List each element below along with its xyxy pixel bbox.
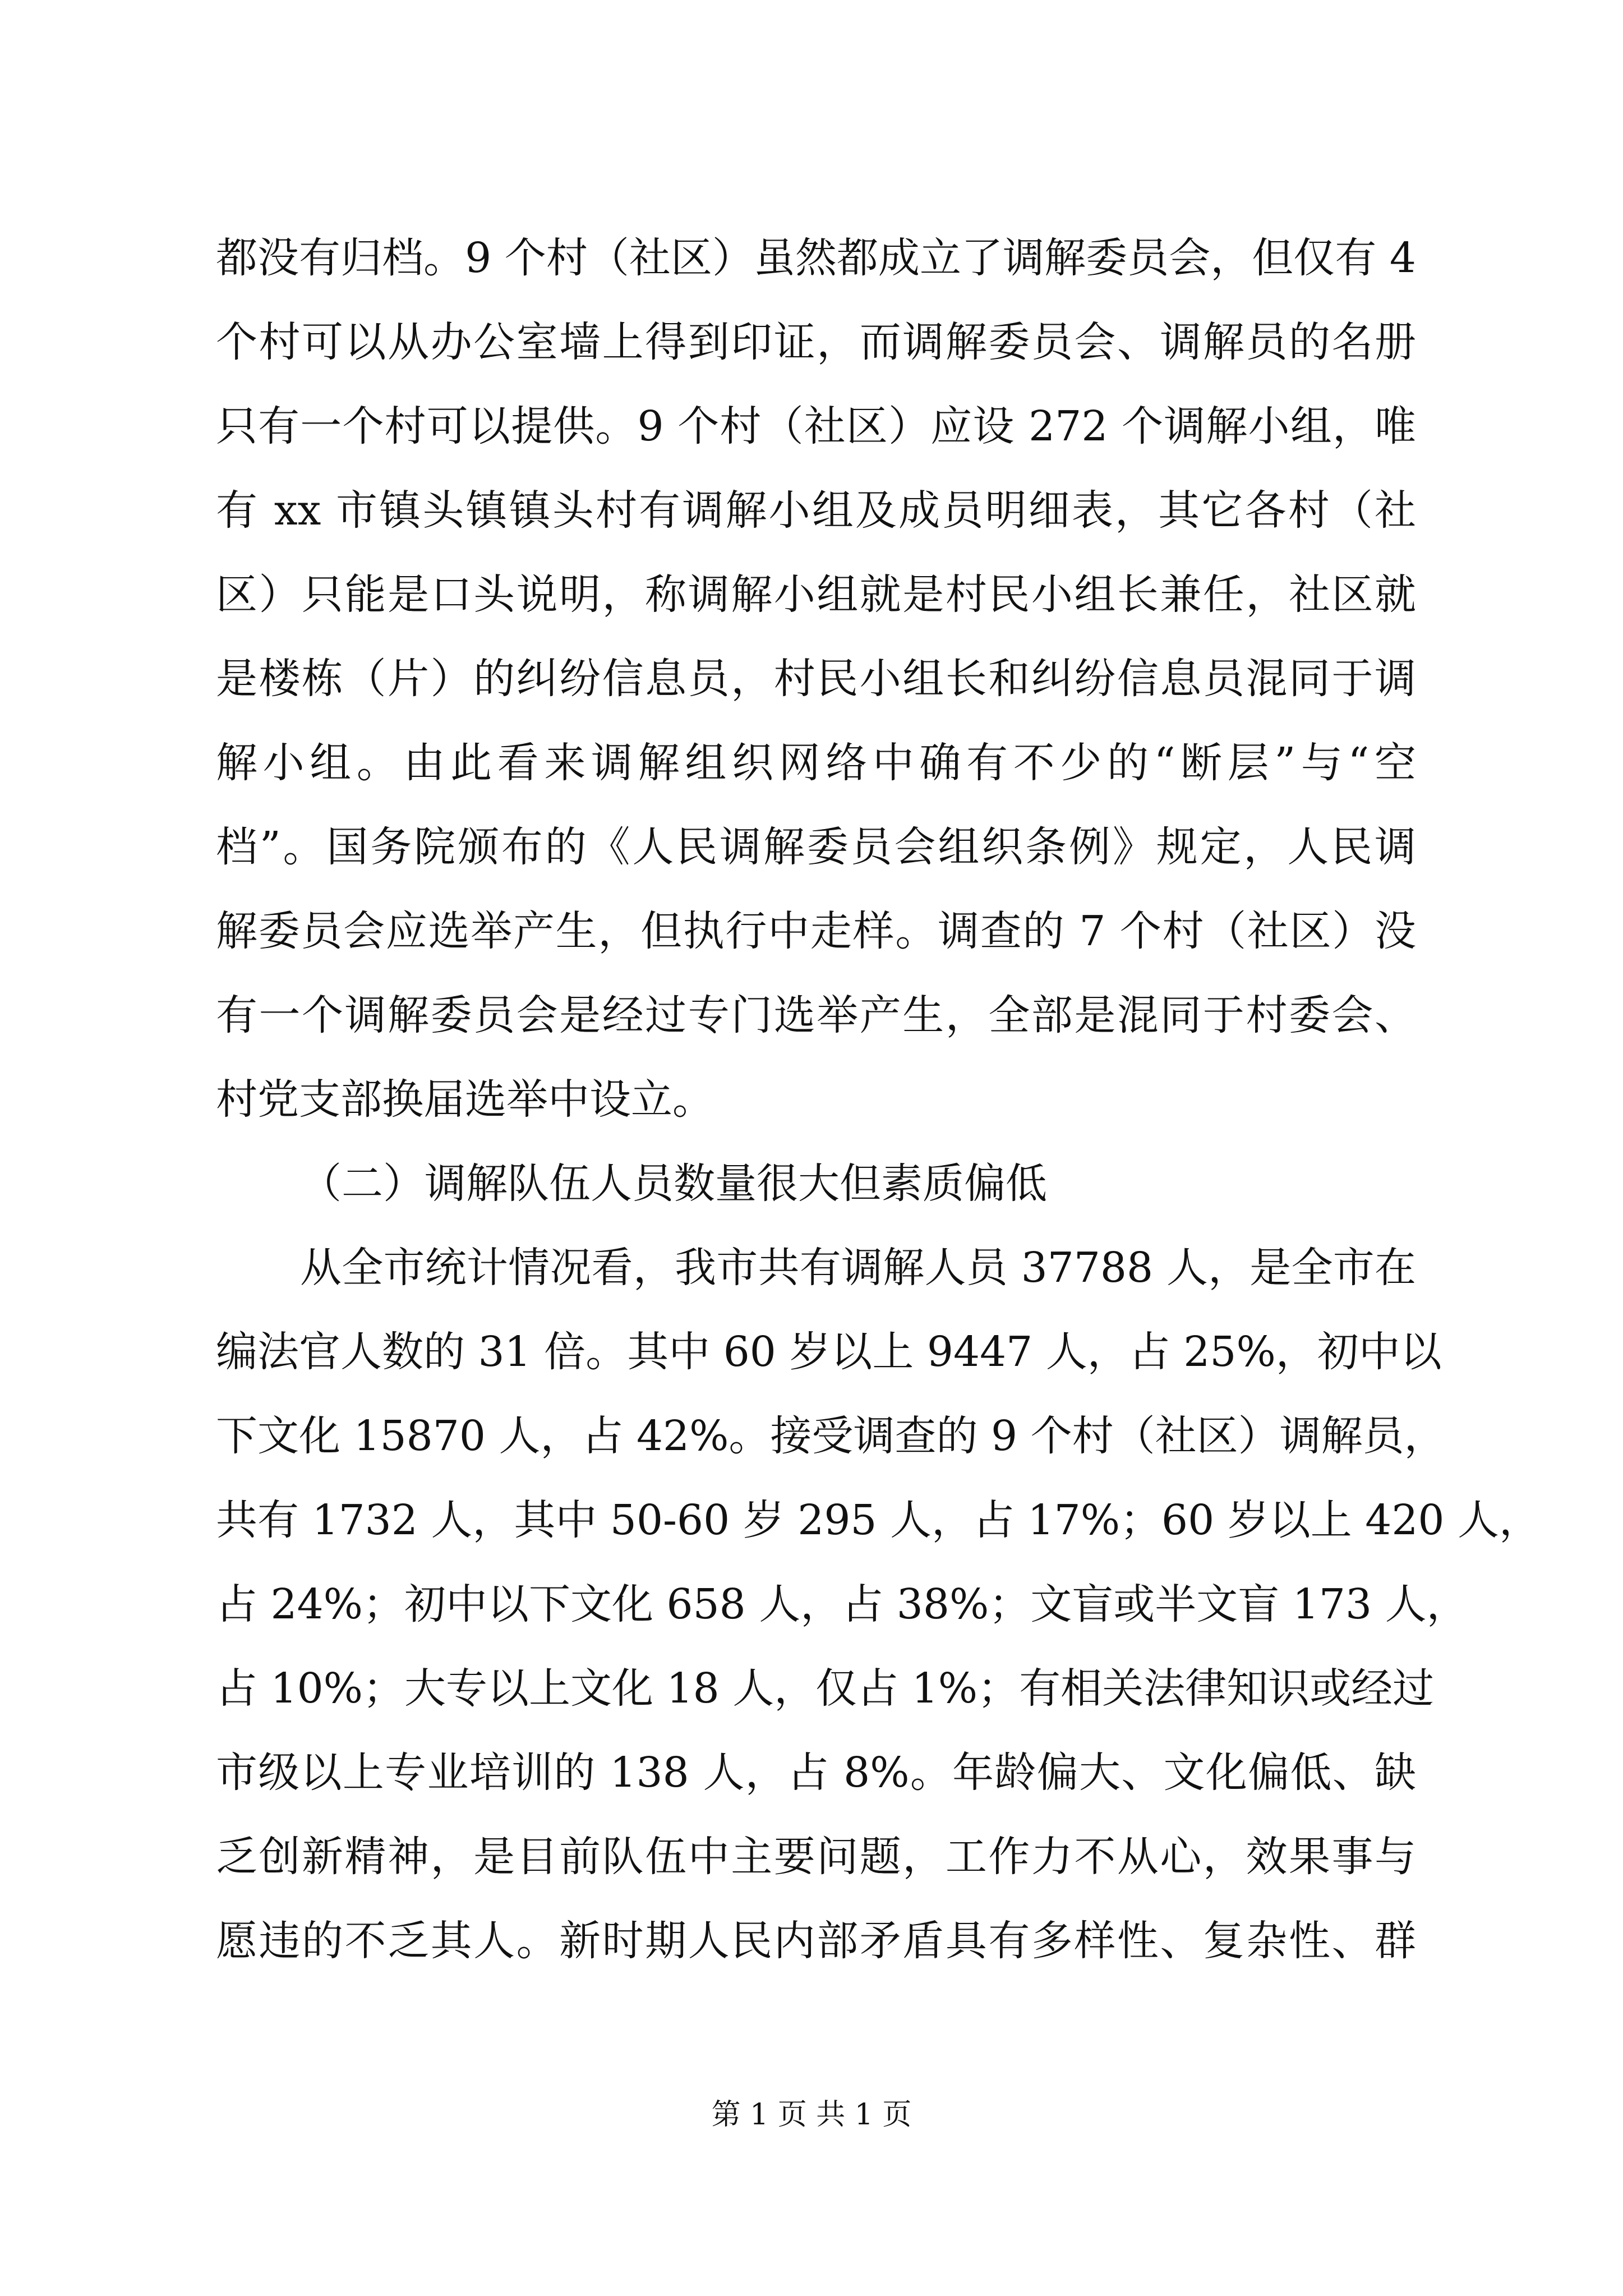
text-line: 区）只能是口头说明，称调解小组就是村民小组长兼任，社区就 (216, 570, 1416, 619)
text-line: 个村可以从办公室墙上得到印证，而调解委员会、调解员的名册 (216, 318, 1416, 366)
text-line: 档”。国务院颁布的《人民调解委员会组织条例》规定，人民调 (216, 823, 1416, 871)
text-line: 市级以上专业培训的 138 人，占 8%。年龄偏大、文化偏低、缺 (216, 1749, 1416, 1797)
text-line: 乏创新精神，是目前队伍中主要问题，工作力不从心，效果事与 (216, 1833, 1416, 1881)
text-line: 共有 1732 人，其中 50-60 岁 295 人，占 17%；60 岁以上 420 人， (216, 1496, 1541, 1544)
section-heading: （二）调解队伍人员数量很大但素质偏低 (300, 1159, 1047, 1208)
text-line: 解小组。由此看来调解组织网络中确有不少的“断层”与“空 (216, 739, 1416, 787)
text-line: 都没有归档。9 个村（社区）虽然都成立了调解委员会，但仅有 4 (216, 234, 1416, 282)
text-line: 占 24%；初中以下文化 658 人，占 38%；文盲或半文盲 173 人， (216, 1580, 1468, 1628)
text-line: 解委员会应选举产生，但执行中走样。调查的 7 个村（社区）没 (216, 907, 1416, 955)
page-footer: 第 1 页 共 1 页 (711, 2098, 912, 2132)
text-line: 编法官人数的 31 倍。其中 60 岁以上 9447 人，占 25%，初中以 (216, 1328, 1442, 1376)
text-line: 只有一个村可以提供。9 个村（社区）应设 272 个调解小组，唯 (216, 402, 1416, 450)
text-line: 是楼栋（片）的纠纷信息员，村民小组长和纠纷信息员混同于调 (216, 655, 1416, 703)
text-line: 占 10%；大专以上文化 18 人，仅占 1%；有相关法律知识或经过 (216, 1664, 1435, 1713)
text-line: 愿违的不乏其人。新时期人民内部矛盾具有多样性、复杂性、群 (216, 1917, 1416, 1965)
text-line: 村党支部换届选举中设立。 (216, 1075, 714, 1124)
paragraph-first-line: 从全市统计情况看，我市共有调解人员 37788 人，是全市在 (300, 1244, 1416, 1292)
text-line: 有一个调解委员会是经过专门选举产生，全部是混同于村委会、 (216, 991, 1416, 1039)
text-line: 下文化 15870 人，占 42%。接受调查的 9 个村（社区）调解员， (216, 1412, 1446, 1460)
text-line: 有 xx 市镇头镇镇头村有调解小组及成员明细表，其它各村（社 (216, 486, 1416, 535)
